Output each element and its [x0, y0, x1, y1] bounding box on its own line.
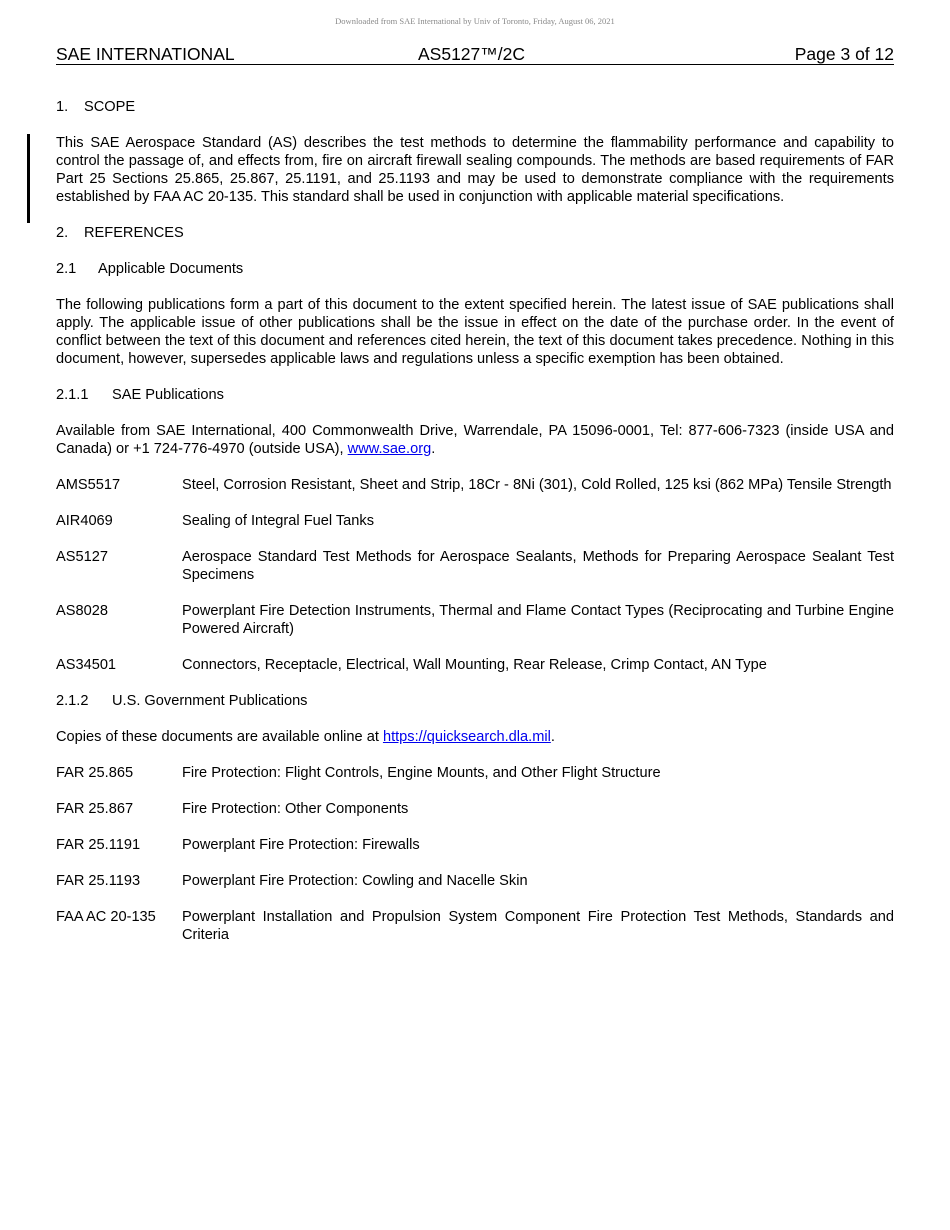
page-header	[56, 44, 894, 65]
section-number: 2.	[56, 225, 69, 241]
reference-title: Sealing of Integral Fuel Tanks	[182, 513, 374, 529]
reference-title: Powerplant Fire Protection: Cowling and Nacelle Skin	[182, 873, 528, 889]
reference-item	[56, 512, 894, 530]
sae-website-link[interactable]: www.sae.org	[347, 441, 432, 457]
reference-code: AIR4069	[56, 513, 113, 529]
reference-code: FAA AC 20-135	[56, 909, 156, 925]
reference-title: Connectors, Receptacle, Electrical, Wall Mounting, Rear Release, Crimp Contact, AN Type	[182, 657, 767, 673]
reference-item	[56, 476, 894, 494]
reference-item	[56, 548, 894, 584]
applicable-documents-paragraph: The following publications form a part of this document to the extent specified herein. The latest issue of SAE publications shall apply. The applicable issue of other publications shall be the issue in effect on the date of the purchase order. In the event of conflict between the text of this document and references cited herein, the text of this document takes precedence. Nothing in this document, however, supersedes applicable laws and regulations unless a specific exemption has been obtained.	[56, 297, 894, 367]
sae-publications-intro	[56, 422, 894, 458]
reference-code: AS5127	[56, 549, 108, 565]
intro-text: Copies of these documents are available online at	[56, 729, 383, 745]
section-heading-sae-publications	[56, 386, 894, 404]
reference-item	[56, 602, 894, 638]
reference-code: AS34501	[56, 657, 117, 673]
reference-item	[56, 908, 894, 944]
section-number: 1.	[56, 99, 69, 115]
section-heading-references	[56, 224, 894, 242]
reference-code: FAR 25.1191	[56, 837, 141, 853]
section-title: Applicable Documents	[98, 261, 244, 277]
reference-code: FAR 25.1193	[56, 873, 141, 889]
download-watermark: Downloaded from SAE International by Univ of Toronto, Friday, August 06, 2021	[335, 16, 615, 26]
reference-item	[56, 800, 894, 818]
reference-title: Fire Protection: Flight Controls, Engine Mounts, and Other Flight Structure	[182, 765, 661, 781]
government-publications-intro	[56, 728, 894, 746]
header-organization: SAE INTERNATIONAL	[56, 44, 235, 64]
reference-code: FAR 25.867	[56, 801, 134, 817]
reference-item	[56, 656, 894, 674]
quicksearch-link[interactable]: https://quicksearch.dla.mil	[382, 729, 551, 745]
section-title: SAE Publications	[112, 387, 224, 403]
reference-title: Powerplant Fire Protection: Firewalls	[182, 837, 420, 853]
header-document-number: AS5127™/2C	[418, 44, 526, 64]
section-heading-scope	[56, 98, 894, 116]
reference-title: Powerplant Fire Detection Instruments, Thermal and Flame Contact Types (Reciprocating and Turbine Engine Powered Aircraft)	[182, 603, 894, 637]
header-page-number: Page 3 of 12	[794, 44, 894, 64]
section-title: REFERENCES	[84, 225, 184, 241]
reference-code: FAR 25.865	[56, 765, 134, 781]
reference-item	[56, 764, 894, 782]
reference-title: Fire Protection: Other Components	[182, 801, 409, 817]
reference-code: AS8028	[56, 603, 108, 619]
reference-title: Powerplant Installation and Propulsion System Component Fire Protection Test Methods, Standards and Criteria	[182, 909, 894, 943]
section-heading-government-publications	[56, 692, 894, 710]
reference-code: AMS5517	[56, 477, 121, 493]
section-number: 2.1.2	[56, 693, 89, 709]
reference-item	[56, 836, 894, 854]
section-heading-applicable-documents	[56, 260, 894, 278]
reference-title: Aerospace Standard Test Methods for Aerospace Sealants, Methods for Preparing Aerospace Sealant Test Specimens	[182, 549, 894, 583]
section-number: 2.1.1	[56, 387, 89, 403]
section-title: SCOPE	[84, 99, 136, 115]
intro-period: .	[431, 441, 436, 457]
intro-text: Available from SAE International, 400 Commonwealth Drive, Warrendale, PA 15096-0001, Tel: 877-606-7323 (inside USA and Canada) or +1 724-776-4970 (outside USA),	[56, 423, 894, 457]
reference-item	[56, 872, 894, 890]
section-number: 2.1	[56, 261, 77, 277]
scope-paragraph: This SAE Aerospace Standard (AS) describes the test methods to determine the flammability performance and capability to control the passage of, and effects from, fire on aircraft firewall sealing compounds. The methods are based requirements of FAR Part 25 Sections 25.865, 25.867, 25.1191, and 25.1193 and may be used to demonstrate compliance with the requirements established by FAA AC 20-135. This standard shall be used in conjunction with applicable material specifications.	[56, 135, 894, 205]
revision-change-bar	[27, 134, 30, 223]
section-title: U.S. Government Publications	[112, 693, 308, 709]
reference-title: Steel, Corrosion Resistant, Sheet and Strip, 18Cr - 8Ni (301), Cold Rolled, 125 ksi (862 MPa) Tensile Strength	[182, 477, 892, 493]
document-body	[56, 98, 894, 962]
intro-period: .	[550, 729, 555, 745]
